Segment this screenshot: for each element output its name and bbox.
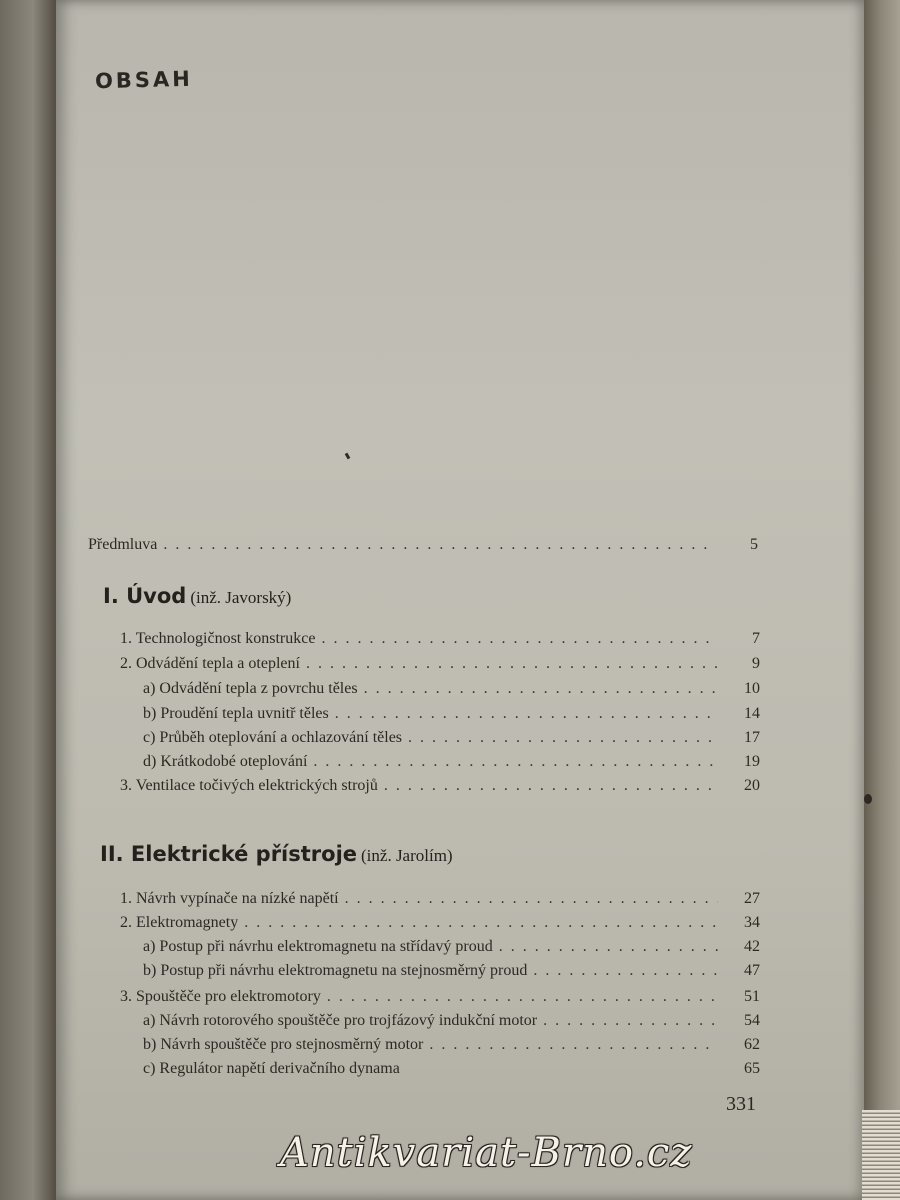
toc-entry <box>143 729 760 747</box>
toc-entry-page: 19 <box>744 753 760 770</box>
toc-entry <box>143 962 760 980</box>
toc-entry <box>120 890 760 908</box>
toc-entry-page: 10 <box>744 680 760 697</box>
toc-entry-label: b) Postup při návrhu elektromagnetu na stejnosměrný proud <box>143 962 528 979</box>
toc-entry-page: 62 <box>744 1036 760 1053</box>
toc-entry <box>143 938 760 956</box>
toc-entry-label: 2. Odvádění tepla a oteplení <box>120 655 300 672</box>
section-heading-2 <box>100 842 453 866</box>
section-author: (inž. Javorský) <box>190 588 292 607</box>
toc-leader-dots <box>327 988 718 1006</box>
watermark: Antikvariat-Brno.cz <box>280 1130 693 1176</box>
page-stack-edges <box>862 1110 900 1200</box>
toc-entry-page: 47 <box>744 962 760 979</box>
toc-entry-page: 20 <box>744 777 760 794</box>
section-title: II. Elektrické přístroje <box>100 842 358 866</box>
toc-entry <box>143 1012 760 1030</box>
toc-leader-dots <box>408 729 718 747</box>
toc-leader-dots <box>345 890 718 908</box>
toc-entry <box>143 1036 760 1054</box>
toc-entry-label: d) Krátkodobé oteplování <box>143 753 308 770</box>
page-heading: OBSAH <box>94 66 194 94</box>
toc-entry <box>143 753 760 771</box>
toc-entry-page: 34 <box>744 914 760 931</box>
toc-entry-page: 14 <box>744 705 760 722</box>
toc-entry-page: 27 <box>744 890 760 907</box>
section-heading-1 <box>103 584 291 608</box>
toc-entry <box>120 988 760 1006</box>
section-author: (inž. Jarolím) <box>361 846 453 865</box>
toc-entry <box>120 914 760 932</box>
toc-entry-label: b) Návrh spouštěče pro stejnosměrný motor <box>143 1036 424 1053</box>
toc-entry-page: 65 <box>744 1060 760 1077</box>
toc-entry-label: 1. Technologičnost konstrukce <box>120 630 316 647</box>
toc-entry-label: 3. Ventilace točivých elektrických strojů <box>120 777 378 794</box>
toc-entry-label: 1. Návrh vypínače na nízké napětí <box>120 890 339 907</box>
section-title: I. Úvod <box>103 584 187 608</box>
toc-entry-label: b) Proudění tepla uvnitř těles <box>143 705 329 722</box>
toc-leader-dots <box>533 962 718 980</box>
toc-entry-label: a) Odvádění tepla z povrchu těles <box>143 680 358 697</box>
toc-entry-label: 2. Elektromagnety <box>120 914 239 931</box>
toc-entry-label: c) Regulátor napětí derivačního dynama <box>143 1060 400 1077</box>
toc-entry-predmluva <box>88 536 758 554</box>
toc-entry-label: 3. Spouštěče pro elektromotory <box>120 988 321 1005</box>
toc-leader-dots <box>321 630 718 648</box>
toc-leader-dots <box>384 777 718 795</box>
toc-entry <box>120 655 760 673</box>
toc-entry-page: 51 <box>744 988 760 1005</box>
toc-leader-dots <box>163 536 716 554</box>
toc-entry-label: a) Návrh rotorového spouštěče pro trojfázový indukční motor <box>143 1012 538 1029</box>
toc-entry <box>143 1060 760 1078</box>
toc-entry <box>120 630 760 648</box>
toc-entry-page: 42 <box>744 938 760 955</box>
toc-entry-label: c) Průběh oteplování a ochlazování těles <box>143 729 403 746</box>
toc-entry <box>143 705 760 723</box>
toc-leader-dots <box>244 914 718 932</box>
toc-leader-dots <box>313 753 718 771</box>
toc-leader-dots <box>499 938 718 956</box>
page-number: 331 <box>726 1093 756 1115</box>
toc-entry <box>120 777 760 795</box>
toc-leader-dots <box>543 1012 718 1030</box>
toc-entry-page: 9 <box>752 655 760 672</box>
toc-entry <box>143 680 760 698</box>
toc-entry-page: 7 <box>752 630 760 647</box>
toc-entry-page: 54 <box>744 1012 760 1029</box>
toc-leader-dots <box>306 655 718 673</box>
toc-entry-label: a) Postup při návrhu elektromagnetu na střídavý proud <box>143 938 493 955</box>
toc-entry-page: 17 <box>744 729 760 746</box>
toc-leader-dots <box>429 1036 718 1054</box>
toc-entry-page: 5 <box>750 536 758 553</box>
toc-leader-dots <box>335 705 718 723</box>
toc-entry-label: Předmluva <box>88 536 158 553</box>
toc-leader-dots <box>364 680 718 698</box>
ink-blot <box>864 794 872 804</box>
